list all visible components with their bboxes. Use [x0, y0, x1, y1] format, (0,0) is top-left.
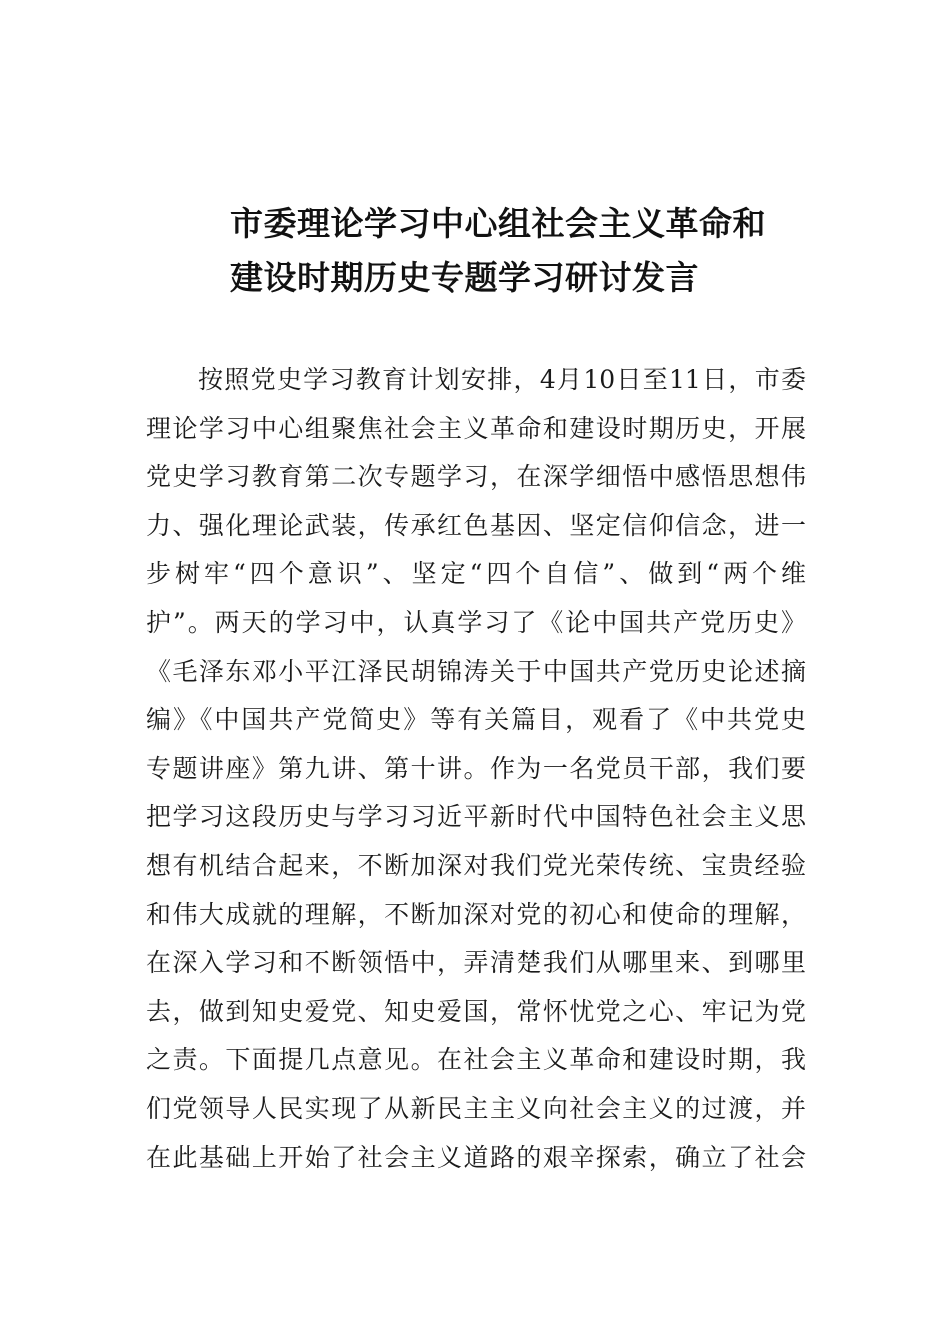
text-line: 党史学习教育第二次专题学习，在深学细悟中感悟思想伟 — [146, 462, 806, 492]
text-line: 在深入学习和不断领悟中，弄清楚我们从哪里来、到哪里 — [146, 948, 806, 978]
text-line: 专题讲座》第九讲、第十讲。作为一名党员干部，我们要 — [146, 753, 806, 783]
text-line: 按照党史学习教育计划安排，4月10日至11日，市委 — [198, 365, 806, 394]
text-line: 编》《中国共产党简史》等有关篇目，观看了《中共党史 — [146, 705, 806, 735]
document-title — [230, 197, 810, 305]
title-line: 建设时期历史专题学习研讨发言 — [230, 258, 699, 297]
body-paragraph — [146, 356, 806, 1182]
text-line: 护”。两天的学习中，认真学习了《论中国共产党历史》 — [146, 607, 806, 637]
text-line: 们党领导人民实现了从新民主主义向社会主义的过渡，并 — [146, 1093, 806, 1123]
text-line: 之责。下面提几点意见。在社会主义革命和建设时期，我 — [146, 1045, 806, 1075]
title-line: 市委理论学习中心组社会主义革命和 — [230, 204, 766, 243]
text-line: 去，做到知史爱党、知史爱国，常怀忧党之心、牢记为党 — [146, 996, 806, 1026]
text-line: 想有机结合起来，不断加深对我们党光荣传统、宝贵经验 — [146, 850, 806, 880]
text-line: 《毛泽东邓小平江泽民胡锦涛关于中国共产党历史论述摘 — [146, 656, 806, 686]
text-line: 在此基础上开始了社会主义道路的艰辛探索，确立了社会 — [146, 1142, 806, 1172]
text-line: 把学习这段历史与学习习近平新时代中国特色社会主义思 — [146, 802, 806, 832]
text-line: 理论学习中心组聚焦社会主义革命和建设时期历史，开展 — [146, 413, 806, 443]
text-line: 和伟大成就的理解，不断加深对党的初心和使命的理解， — [146, 899, 806, 929]
text-line: 步树牢“四个意识”、坚定“四个自信”、做到“两个维 — [146, 559, 806, 589]
text-line: 力、强化理论武装，传承红色基因、坚定信仰信念，进一 — [146, 510, 806, 540]
